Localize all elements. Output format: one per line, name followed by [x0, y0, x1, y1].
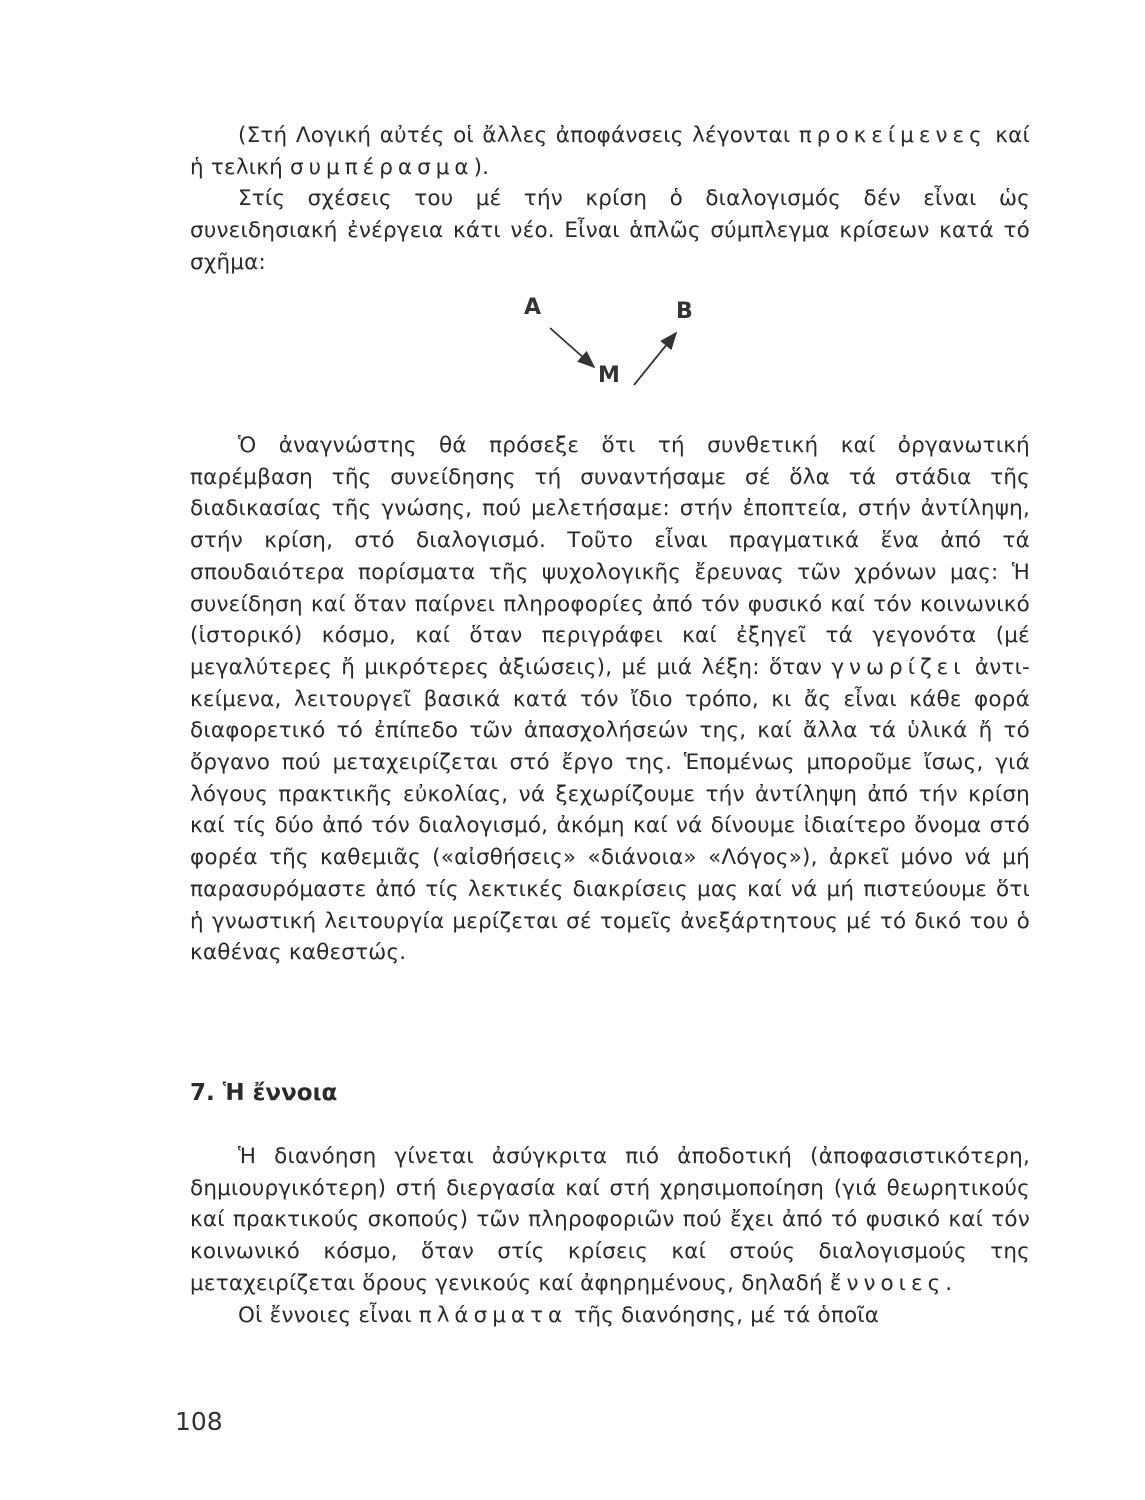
intro-text: [190, 120, 1030, 279]
section-paragraph-2: [190, 1300, 1030, 1332]
spaced-term: ἔννοιες: [829, 1270, 946, 1296]
spaced-term: πλάσματα: [418, 1302, 568, 1328]
intro-paragraph-2: Στίς σχέσεις του μέ τήν κρίση ὁ διαλογισμός δέν εἶναι ὡς συνειδησιακή ἐνέργεια κάτι νέο. Εἶναι ἁπλῶς σύμπλεγμα κρίσεων κατά τό σχῆμα:: [190, 186, 1030, 275]
spaced-term: προκείμενες: [798, 123, 987, 148]
text-run: τῆς διανόησης, μέ τά ὁποῖα: [567, 1302, 880, 1328]
node-m: M: [598, 363, 620, 388]
arrow-a-to-m: [550, 328, 594, 367]
intro-paragraph-1: [190, 120, 1030, 183]
spaced-term: συμπέρασμα: [289, 154, 474, 180]
syllogism-diagram: [500, 293, 700, 393]
text-run: ἀντι-κείμενα, λειτουργεῖ βασικά κατά τόν ἴδιο τρόπο, κι ἄς εἶναι κάθε φορά διαφορετικό τό ἐπίπεδο τῶν ἀπασχολήσεών της, καί ἄλλα τά ὑλικά ἤ τό ὄργανο πού μεταχειρίζεται στό ἔργο της. Ἑπομένως μποροῦμε ἴσως, γιά λόγους πρακτικῆς εὐκολίας, νά ξεχωρίζουμε τήν ἀντίληψη ἀπό τήν κρίση καί τίς δύο ἀπό τόν διαλογισμό, ἀκόμη καί νά δίνουμε ἰδιαίτερο ὄνομα στό φορέα τῆς καθεμιᾶς («αἰσθήσεις» «διάνοια» «Λόγος»), ἀρκεῖ μόνο νά μή παρασυρόμαστε ἀπό τίς λεκτικές διακρίσεις μας καί νά μή πιστεύουμε ὅτι ἡ γνωστική λειτουργία μερίζεται σέ τομεῖς ἀνεξάρτητους μέ τό δικό του ὁ καθένας καθεστώς.: [190, 654, 1030, 966]
arrow-m-to-b: [634, 333, 676, 385]
node-b: B: [676, 299, 693, 324]
text-run: καί ἡ τελική: [190, 123, 1030, 180]
text-run: (Στή Λογική αὐτές οἱ ἄλλες ἀποφάνσεις λέγονται: [238, 123, 799, 148]
page-number: 108: [175, 1407, 223, 1436]
section-text: [190, 1141, 1030, 1331]
spaced-term: γνωρίζει: [831, 654, 966, 680]
section-paragraph-1: [190, 1141, 1030, 1300]
node-a: A: [524, 295, 542, 320]
text-run: Ἡ διανόηση γίνεται ἀσύγκριτα πιό ἀποδοτική (ἀποφασιστικότερη, δημιουργικότερη) στή διεργασία καί στή χρησιμοποίηση (γιά θεωρητικούς καί πρακτικούς σκοπούς) τῶν πληροφοριῶν πού ἔχει ἀπό τό φυσικό καί τόν κοινωνικό κόσμο, ὅταν στίς κρίσεις καί στούς διαλογισμούς της μεταχειρίζεται ὅρους γενικούς καί ἀφηρημένους, δηλαδή: [190, 1144, 1030, 1296]
text-run: Ὁ ἀναγνώστης θά πρόσεξε ὅτι τή συνθετική καί ὀργανωτική παρέμβαση τῆς συνείδησης τή συναντήσαμε σέ ὅλα τά στάδια τῆς διαδικασίας τῆς γνώσης, πού μελετήσαμε: στήν ἐποπτεία, στήν ἀντίληψη, στήν κρίση, στό διαλογισμό. Τοῦτο εἶναι πραγματικά ἕνα ἀπό τά σπουδαιότερα πορίσματα τῆς ψυχολογικῆς ἔρευνας τῶν χρόνων μας: Ἡ συνείδηση καί ὅταν παίρνει πληροφορίες ἀπό τόν φυσικό καί τόν κοινωνικό (ἱστορικό) κόσμο, καί ὅταν περιγράφει καί ἐξηγεῖ τά γεγονότα (μέ μεγαλύτερες ἤ μικρότερες ἀξιώσεις), μέ μιά λέξη: ὅταν: [190, 433, 1030, 680]
main-paragraph: [190, 430, 1030, 969]
text-run: .: [945, 1270, 953, 1296]
text-run: Οἱ ἔννοιες εἶναι: [238, 1302, 419, 1328]
section-heading: 7. Ἡ ἔννοια: [190, 1080, 338, 1106]
main-text: [190, 430, 1030, 969]
text-run: ).: [473, 154, 490, 180]
